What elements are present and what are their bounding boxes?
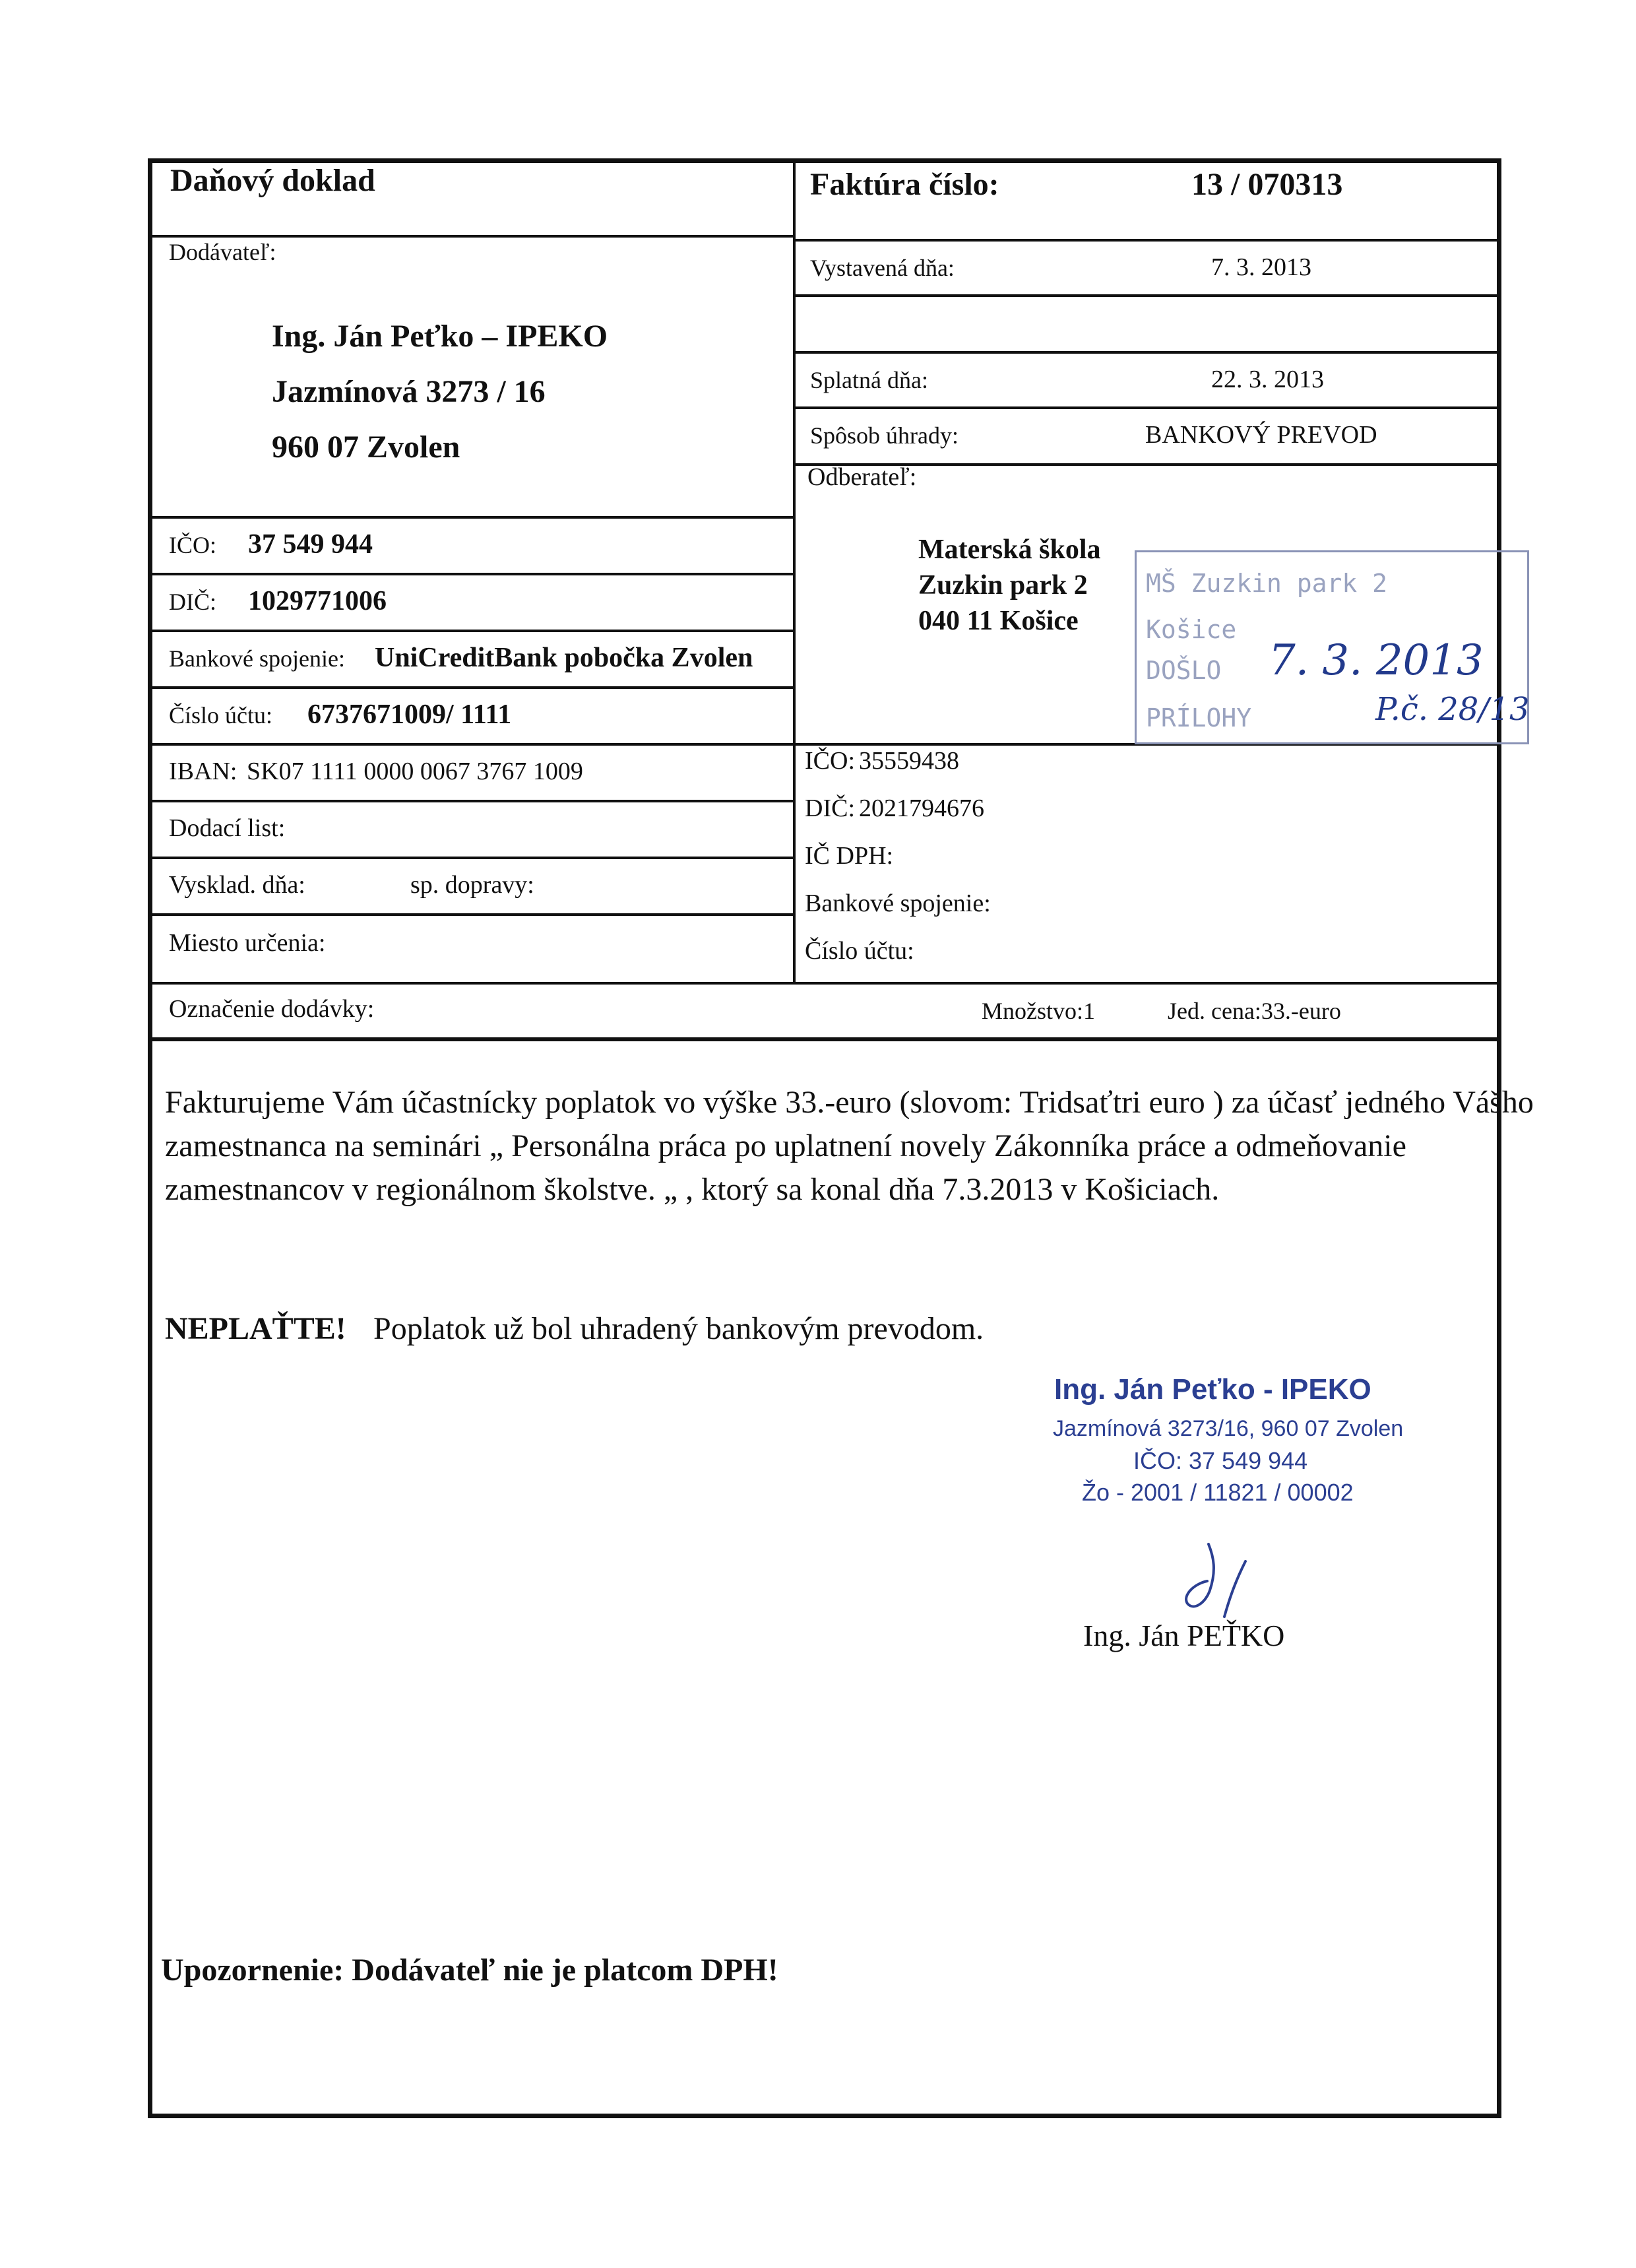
customer-icdph-label: IČ DPH:	[805, 842, 894, 870]
supplier-account-label: Číslo účtu:	[169, 702, 273, 729]
column-divider	[793, 158, 796, 983]
customer-street: Zuzkin park 2	[918, 570, 1088, 600]
invoice-description: Fakturujeme Vám účastnícky poplatok vo výške 33.-euro (slovom: Tridsaťtri euro ) za účasť jedného Vášho zamestnanca na seminári „ Personálna práca po uplatnení novely Zákonníka práce a odmeňovanie zamestnancov v regionálnom školstve. „ , ktorý sa konal dňa 7.3.2013 v Košiciach.	[165, 1085, 1534, 1207]
stamp-line-1: MŠ Zuzkin park 2	[1146, 569, 1388, 598]
delivery-label: Označenie dodávky:	[169, 995, 375, 1023]
signature-name: Ing. Ján PEŤKO	[1083, 1619, 1285, 1652]
supplier-ico-label: IČO:	[169, 532, 216, 558]
delivery-quantity: Množstvo:1	[982, 998, 1096, 1024]
stamp-line-3-label: DOŠLO	[1146, 656, 1222, 685]
customer-account-label: Číslo účtu:	[805, 937, 914, 965]
row-line	[148, 516, 796, 519]
customer-dic: 2021794676	[859, 794, 984, 822]
row-line	[148, 573, 796, 575]
row-line	[148, 982, 1501, 985]
supplier-account: 6737671009/ 1111	[307, 699, 512, 730]
customer-label: Odberateľ:	[807, 463, 917, 491]
customer-ico: 35559438	[859, 747, 959, 775]
stamp-received-date: 7. 3. 2013	[1269, 636, 1484, 685]
row-line	[148, 630, 796, 632]
supplier-iban-label: IBAN:	[169, 758, 237, 785]
notice-text: Poplatok už bol uhradený bankovým prevodom.	[373, 1311, 984, 1346]
supplier-dic: 1029771006	[248, 586, 387, 616]
received-stamp	[1135, 550, 1529, 744]
issued-date: 7. 3. 2013	[1211, 253, 1311, 281]
supplier-street: Jazmínová 3273 / 16	[272, 374, 546, 409]
invoice-number: 13 / 070313	[1191, 167, 1343, 202]
row-line	[148, 686, 796, 689]
stamp-line-2: Košice	[1146, 615, 1237, 644]
signature-mark	[1168, 1538, 1273, 1623]
row-line	[148, 913, 796, 916]
row-line	[148, 857, 796, 859]
issued-date-label: Vystavená dňa:	[810, 255, 955, 281]
company-stamp-name: Ing. Ján Peťko - IPEKO	[1054, 1373, 1371, 1406]
payment-method: BANKOVÝ PREVOD	[1145, 421, 1377, 449]
shipped-date-label: Vysklad. dňa:	[169, 871, 305, 899]
notice-bold: NEPLAŤTE!	[165, 1311, 346, 1346]
supplier-bank-label: Bankové spojenie:	[169, 645, 345, 672]
row-line	[793, 406, 1501, 409]
row-line	[793, 239, 1501, 242]
supplier-iban: SK07 1111 0000 0067 3767 1009	[247, 758, 583, 785]
row-line	[793, 351, 1501, 354]
supplier-bank: UniCreditBank pobočka Zvolen	[375, 643, 753, 673]
supplier-city: 960 07 Zvolen	[272, 430, 460, 465]
customer-bank-label: Bankové spojenie:	[805, 890, 991, 917]
supplier-dic-label: DIČ:	[169, 589, 216, 615]
due-date: 22. 3. 2013	[1211, 366, 1324, 393]
company-stamp-zo: Žo - 2001 / 11821 / 00002	[1082, 1479, 1354, 1506]
supplier-ico: 37 549 944	[248, 529, 373, 560]
row-line	[148, 800, 796, 802]
invoice-number-label: Faktúra číslo:	[810, 167, 999, 202]
vat-warning: Upozornenie: Dodávateľ nie je platcom DPH!	[161, 1953, 778, 1988]
customer-name: Materská škola	[918, 535, 1101, 565]
stamp-reference: P.č. 28/13	[1375, 691, 1530, 728]
delivery-note-label: Dodací list:	[169, 814, 286, 842]
destination-label: Miesto určenia:	[169, 929, 326, 957]
payment-method-label: Spôsob úhrady:	[810, 422, 959, 449]
company-stamp-ico: IČO: 37 549 944	[1133, 1447, 1308, 1474]
due-date-label: Splatná dňa:	[810, 367, 928, 393]
customer-ico-label: IČO:	[805, 747, 855, 775]
supplier-label: Dodávateľ:	[169, 239, 276, 265]
company-stamp-address: Jazmínová 3273/16, 960 07 Zvolen	[1053, 1416, 1404, 1441]
row-line	[148, 1037, 1501, 1041]
delivery-unit-price: Jed. cena:33.-euro	[1168, 998, 1341, 1024]
customer-city: 040 11 Košice	[918, 606, 1079, 636]
supplier-name: Ing. Ján Peťko – IPEKO	[272, 319, 608, 354]
transport-label: sp. dopravy:	[410, 871, 534, 899]
row-line	[148, 235, 796, 238]
doc-type-title: Daňový doklad	[170, 163, 375, 198]
stamp-line-4-label: PRÍLOHY	[1146, 703, 1252, 732]
row-line	[793, 294, 1501, 297]
customer-dic-label: DIČ:	[805, 794, 855, 822]
